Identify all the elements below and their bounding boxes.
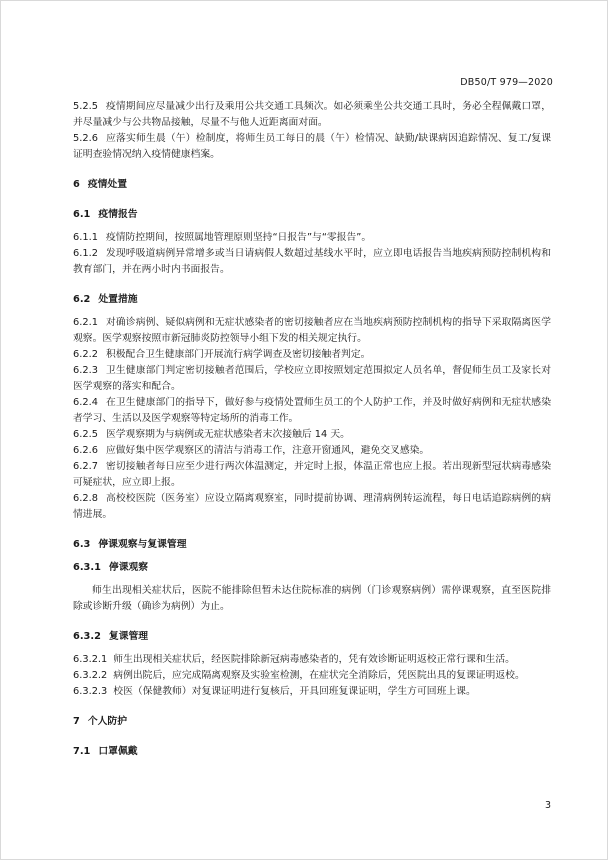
section-heading-6-3-1: 6.3.1 停课观察 bbox=[73, 562, 149, 573]
section-heading-6-3: 6.3 停课观察与复课管理 bbox=[73, 539, 187, 550]
clause-6-2-6: 6.2.6 应做好集中医学观察区的清洁与消毒工作，注意开窗通风，避免交叉感染。 bbox=[73, 445, 430, 456]
clause-6-3-2-1: 6.3.2.1 师生出现相关症状后，经医院排除新冠病毒感染者的，凭有效诊断证明返校正常行课和生活。 bbox=[73, 654, 515, 665]
clause-6-2-4: 6.2.4 在卫生健康部门的指导下，做好参与疫情处置师生员工的个人防护工作，并及时做好病例和无症状感染者学习、生活以及医学观察等特定场所的消毒工作。 bbox=[73, 397, 551, 424]
clause-6-2-8: 6.2.8 高校校医院（医务室）应设立隔离观察室，同时提前协调、理清病例转运流程，每日电话追踪病例的病情进展。 bbox=[73, 493, 551, 520]
page-content bbox=[73, 99, 551, 760]
section-heading-6-1: 6.1 疫情报告 bbox=[73, 209, 138, 220]
clause-5-2-5: 5.2.5 疫情期间应尽量减少出行及乘用公共交通工具频次。如必须乘坐公共交通工具时，务必全程佩戴口罩，并尽量减少与公共物品接触，尽量不与他人近距离面对面。 bbox=[73, 101, 551, 128]
clause-6-2-3: 6.2.3 卫生健康部门判定密切接触者范围后，学校应立即按照划定范围拟定人员名单，督促师生员工及家长对医学观察的落实和配合。 bbox=[73, 365, 551, 392]
clause-6-2-7: 6.2.7 密切接触者每日应至少进行两次体温测定，并定时上报，体温正常也应上报。若出现新型冠状病毒感染可疑症状，应立即上报。 bbox=[73, 461, 551, 488]
section-heading-7-1: 7.1 口罩佩戴 bbox=[73, 746, 138, 757]
clause-6-3-2-3: 6.3.2.3 校医（保健教师）对复课证明进行复核后，开具回班复课证明，学生方可回班上课。 bbox=[73, 686, 476, 697]
document-code: DB50/T 979—2020 bbox=[460, 77, 553, 88]
section-heading-6-3-2: 6.3.2 复课管理 bbox=[73, 631, 149, 642]
clause-6-2-1: 6.2.1 对确诊病例、疑似病例和无症状感染者的密切接触者应在当地疾病预防控制机构的指导下采取隔离医学观察。医学观察按照市新冠肺炎防控领导小组下发的相关规定执行。 bbox=[73, 317, 551, 344]
section-heading-6-2: 6.2 处置措施 bbox=[73, 294, 138, 305]
clause-6-3-2-2: 6.3.2.2 病例出院后，应完成隔离观察及实验室检测，在症状完全消除后，凭医院出具的复课证明返校。 bbox=[73, 670, 525, 681]
clause-6-2-5: 6.2.5 医学观察期为与病例或无症状感染者末次接触后 14 天。 bbox=[73, 429, 350, 440]
section-heading-7: 7 个人防护 bbox=[73, 716, 128, 727]
clause-6-1-1: 6.1.1 疫情防控期间，按照属地管理原则坚持“日报告”与“零报告”。 bbox=[73, 232, 372, 243]
paragraph-6-3-1: 师生出现相关症状后，医院不能排除但暂未达住院标准的病例（门诊观察病例）需停课观察，直至医院排除或诊断升级（确诊为病例）为止。 bbox=[73, 585, 551, 612]
clause-5-2-6: 5.2.6 应落实师生晨（午）检制度，将师生员工每日的晨（午）检情况、缺勤/缺课病因追踪情况、复工/复课证明查验情况纳入疫情健康档案。 bbox=[73, 133, 551, 160]
section-heading-6: 6 疫情处置 bbox=[73, 179, 128, 190]
clause-6-1-2: 6.1.2 发现呼吸道病例异常增多或当日请病假人数超过基线水平时，应立即电话报告当地疾病预防控制机构和教育部门，并在两小时内书面报告。 bbox=[73, 248, 551, 275]
page-number: 3 bbox=[544, 800, 551, 811]
clause-6-2-2: 6.2.2 积极配合卫生健康部门开展流行病学调查及密切接触者判定。 bbox=[73, 349, 371, 360]
